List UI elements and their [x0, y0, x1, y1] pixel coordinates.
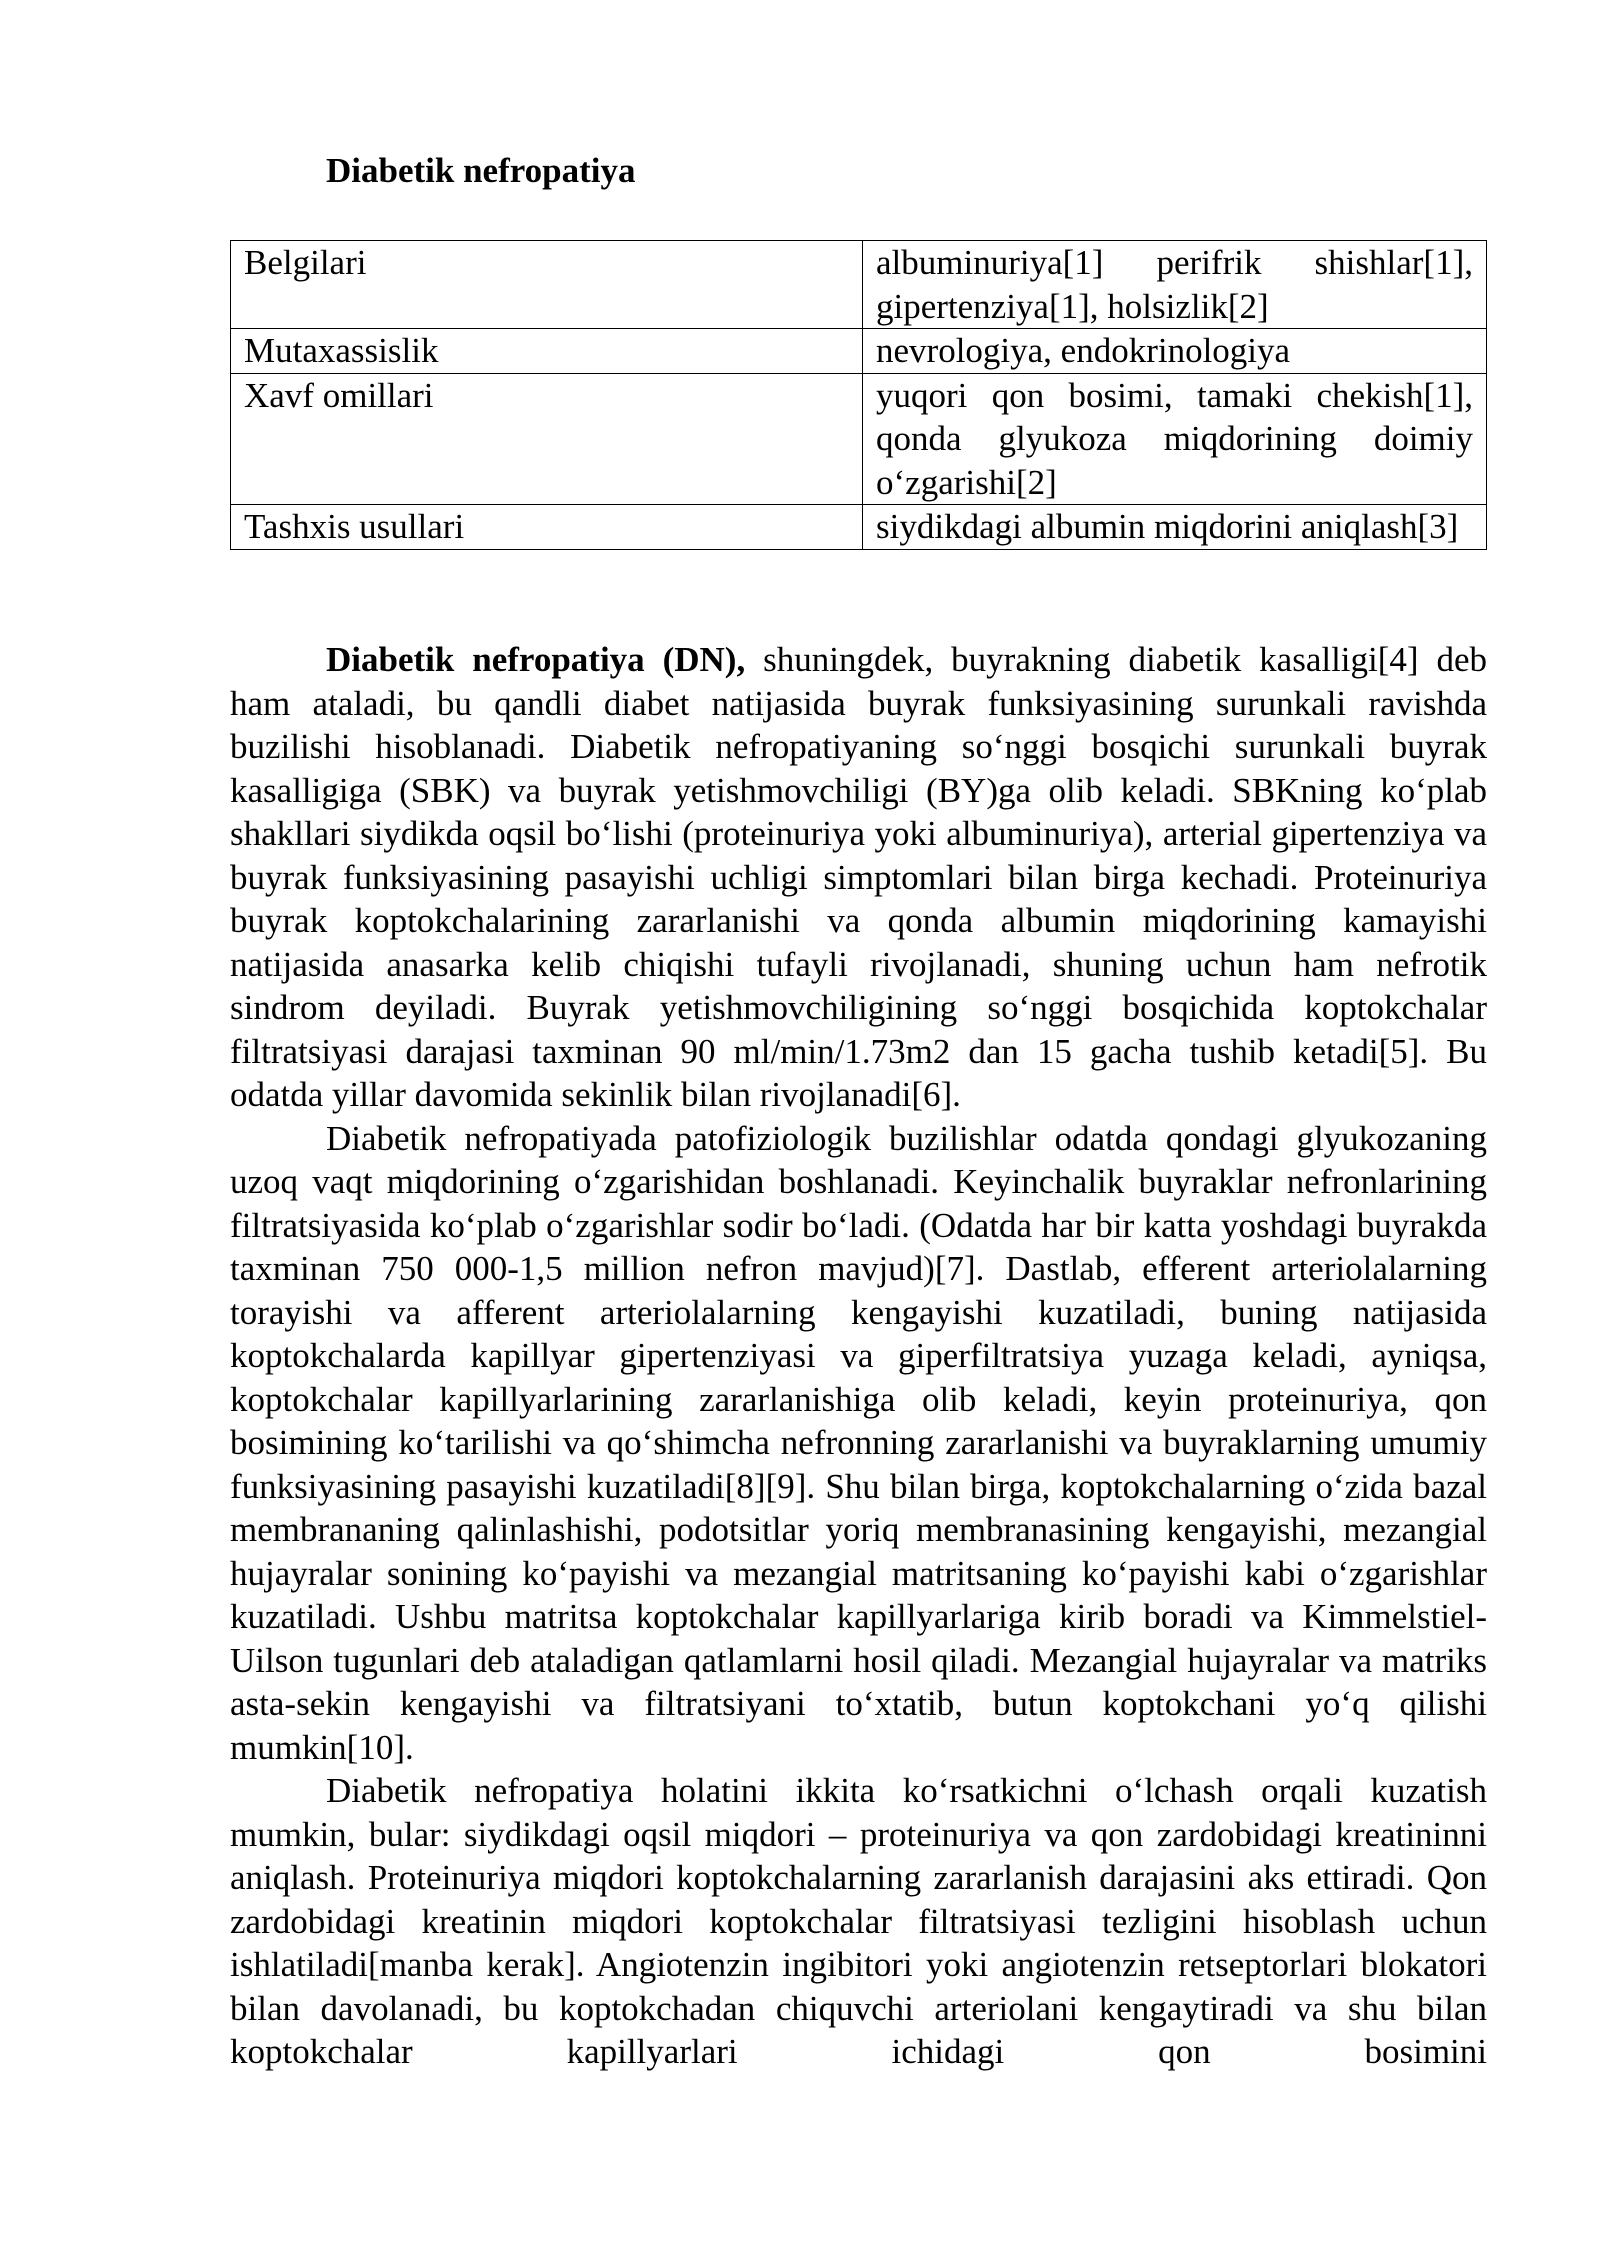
infobox-label-risk-factors: Xavf omillari [231, 373, 863, 505]
table-row [231, 329, 1487, 374]
infobox-label-specialty: Mutaxassislik [231, 329, 863, 374]
paragraph-intro [230, 638, 1487, 1117]
infobox-value-specialty: nevrologiya, endokrinologiya [863, 329, 1487, 374]
infobox-label-diagnosis: Tashxis usullari [231, 505, 863, 550]
article-body [230, 638, 1487, 2074]
infobox-value-risk-factors: yuqori qon bosimi, tamaki chekish[1], qonda glyukoza miqdorining doimiy oʻzgarishi[2] [863, 373, 1487, 505]
infobox-label-symptoms: Belgilari [231, 241, 863, 329]
table-row [231, 241, 1487, 329]
page-title: Diabetik nefropatiya [326, 151, 636, 190]
infobox-table [230, 240, 1487, 550]
paragraph-intro-text: shuningdek, buyrakning diabetik kasalligi[4] deb ham ataladi, bu qandli diabet natijasida buyrak funksiyasining surunkali ravishda buzilishi hisoblanadi. Diabetik nefropatiyaning soʻnggi bosqichi surunkali buyrak kasalligiga (SBK) va buyrak yetishmovchiligi (BY)ga olib keladi. SBKning koʻplab shakllari siydikda oqsil boʻlishi (proteinuriya yoki albuminuriya), arterial gipertenziya va buyrak funksiyasining pasayishi uchligi simptomlari bilan birga kechadi. Proteinuriya buyrak koptokchalarining zararlanishi va qonda albumin miqdorining kamayishi natijasida anasarka kelib chiqishi tufayli rivojlanadi, shuning uchun ham nefrotik sindrom deyiladi. Buyrak yetishmovchiligining soʻnggi bosqichida koptokchalar filtratsiyasi darajasi taxminan 90 ml/min/1.73m2 dan 15 gacha tushib ketadi[5]. Bu odatda yillar davomida sekinlik bilan rivojlanadi[6]. [230, 640, 1488, 1114]
infobox-value-diagnosis: siydikdagi albumin miqdorini aniqlash[3] [863, 505, 1487, 550]
paragraph-pathophysiology: Diabetik nefropatiyada patofiziologik buzilishlar odatda qondagi glyukozaning uzoq vaqt miqdorining oʻzgarishidan boshlanadi. Keyinchalik buyraklar nefronlarining filtratsiyasida koʻplab oʻzgarishlar sodir boʻladi. (Odatda har bir katta yoshdagi buyrakda taxminan 750 000-1,5 million nefron mavjud)[7]. Dastlab, efferent arteriolalarning torayishi va afferent arteriolalarning kengayishi kuzatiladi, buning natijasida koptokchalarda kapillyar gipertenziyasi va giperfiltratsiya yuzaga keladi, ayniqsa, koptokchalar kapillyarlarining zararlanishiga olib keladi, keyin proteinuriya, qon bosimining koʻtarilishi va qoʻshimcha nefronning zararlanishi va buyraklarning umumiy funksiyasining pasayishi kuzatiladi[8][9]. Shu bilan birga, koptokchalarning oʻzida bazal membrananing qalinlashishi, podotsitlar yoriq membranasining kengayishi, mezangial hujayralar sonining koʻpayishi va mezangial matritsaning koʻpayishi kabi oʻzgarishlar kuzatiladi. Ushbu matritsa koptokchalar kapillyarlariga kirib boradi va Kimmelstiel-Uilson tugunlari deb ataladigan qatlamlarni hosil qiladi. Mezangial hujayralar va matriks asta-sekin kengayishi va filtratsiyani toʻxtatib, butun koptokchani yoʻq qilishi mumkin[10]. [230, 1118, 1487, 1767]
term-bold: Diabetik nefropatiya (DN), [326, 640, 746, 679]
table-row [231, 373, 1487, 505]
table-row [231, 505, 1487, 550]
paragraph-monitoring: Diabetik nefropatiya holatini ikkita koʻrsatkichni oʻlchash orqali kuzatish mumkin, bular: siydikdagi oqsil miqdori – proteinuriya va qon zardobidagi kreatininni aniqlash. Proteinuriya miqdori koptokchalarning zararlanish darajasini aks ettiradi. Qon zardobidagi kreatinin miqdori koptokchalar filtratsiyasi tezligini hisoblash uchun ishlatiladi[manba kerak]. Angiotenzin ingibitori yoki angiotenzin retseptorlari blokatori bilan davolanadi, bu koptokchadan chiquvchi arteriolani kengaytiradi va shu bilan koptokchalar kapillyarlari ichidagi qon bosimini [230, 1771, 1487, 2071]
infobox-value-symptoms: albuminuriya[1] perifrik shishlar[1], gipertenziya[1], holsizlik[2] [863, 241, 1487, 329]
